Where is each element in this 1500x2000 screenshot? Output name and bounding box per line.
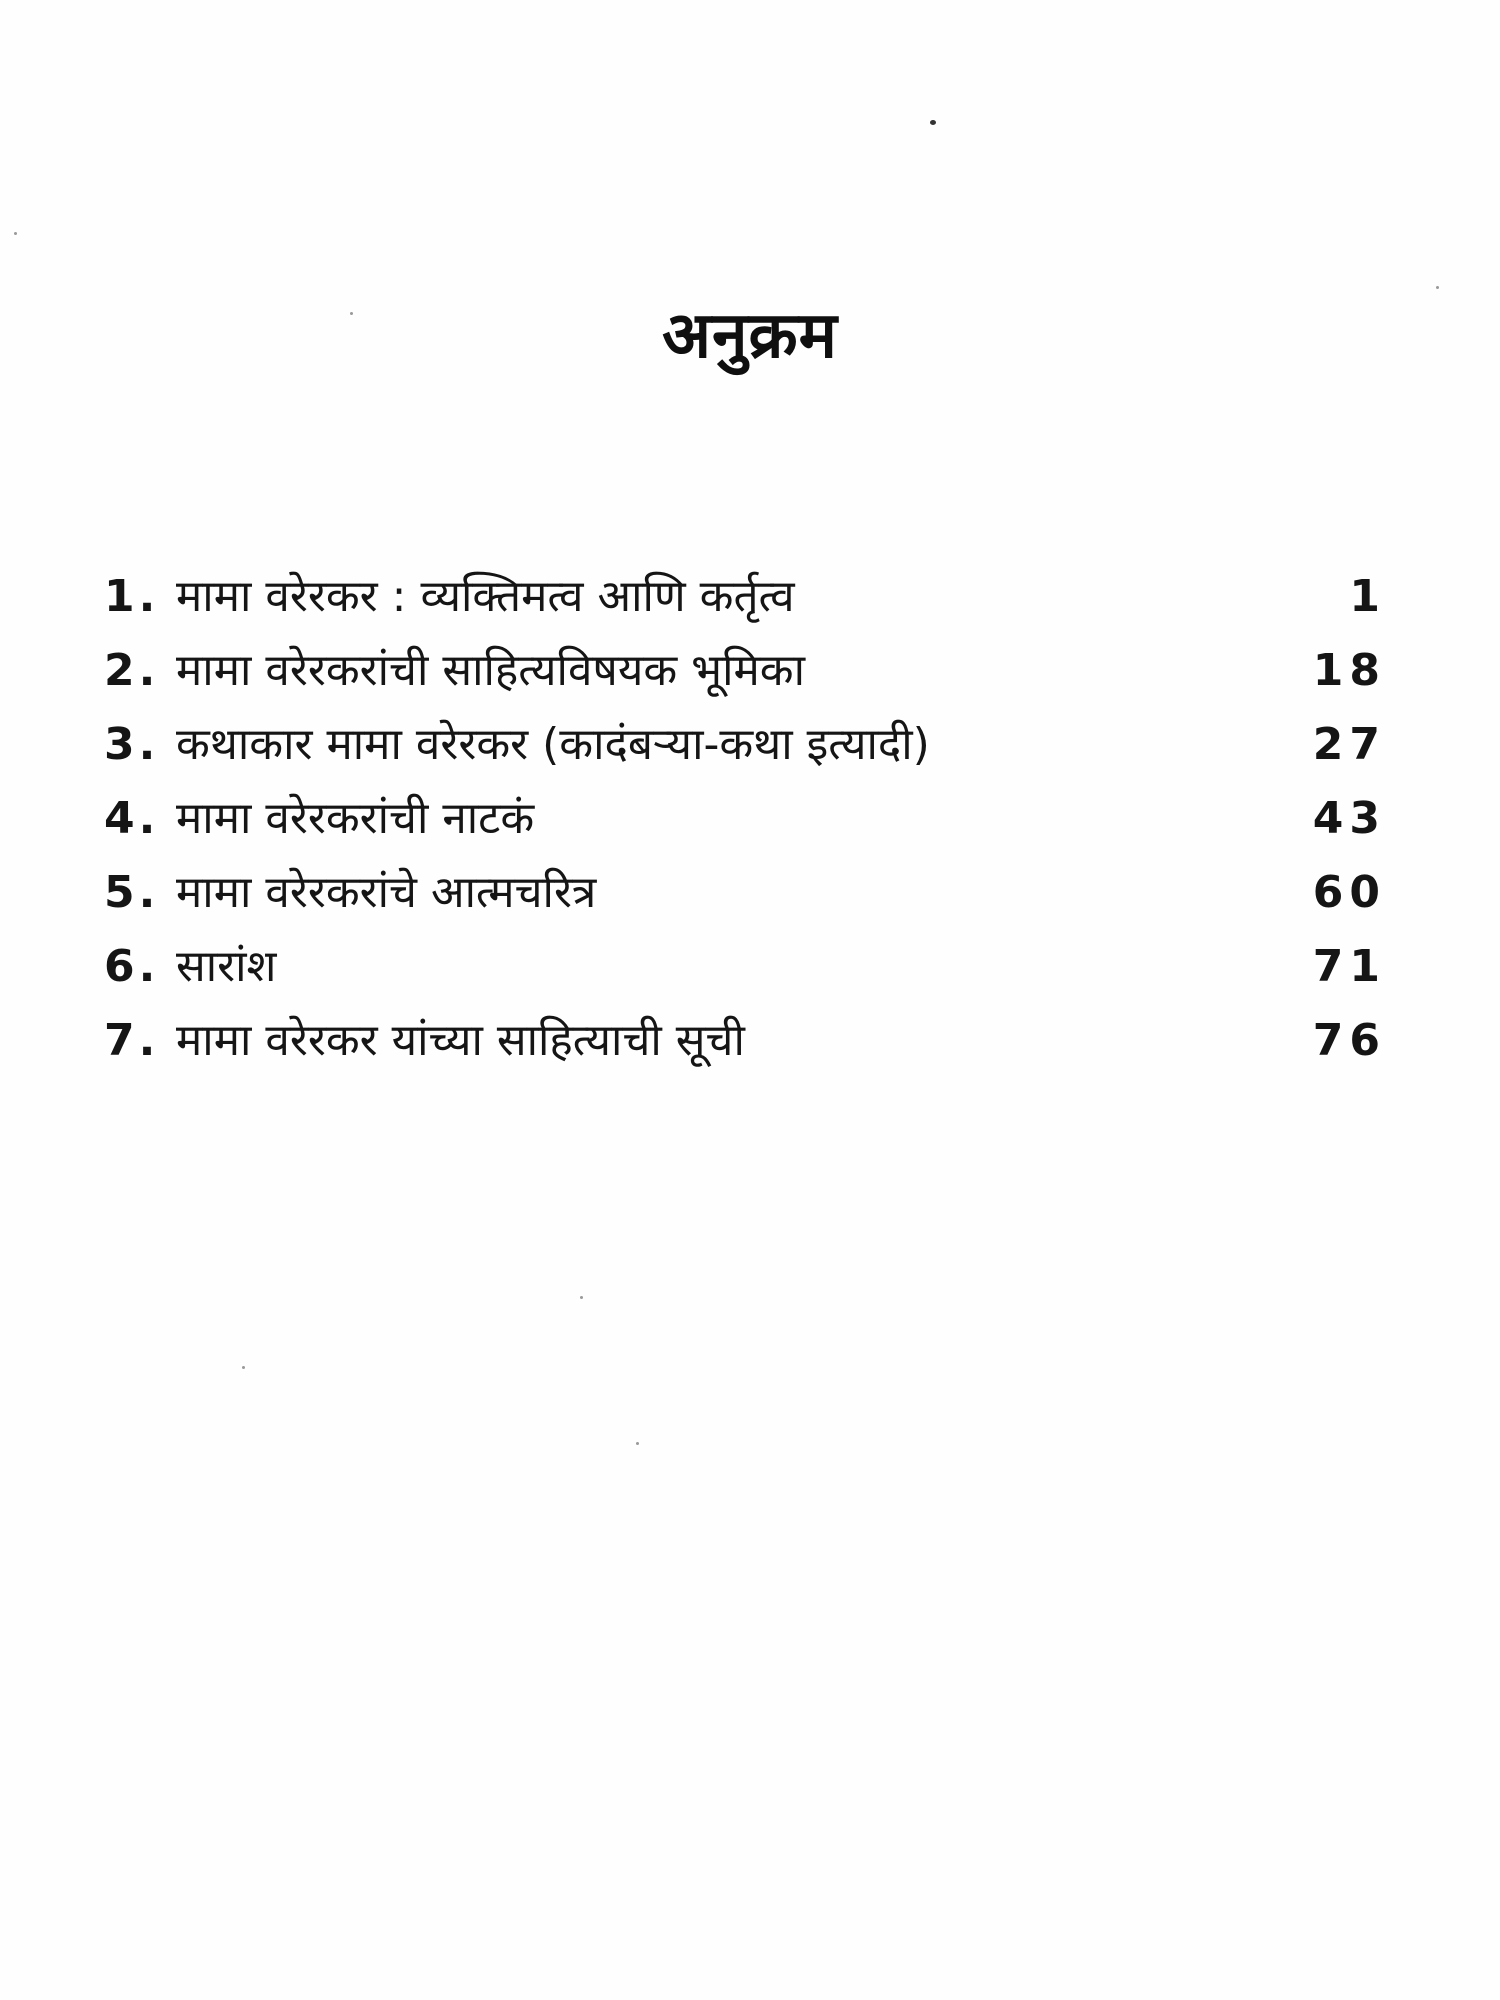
toc-entry [104,930,1386,1004]
toc-entry [104,1004,1386,1078]
chapter-number: 7. [104,1015,160,1066]
page-number: 27 [1312,719,1386,770]
print-speck [636,1442,639,1445]
toc-entry [104,634,1386,708]
chapter-title: कथाकार मामा वरेरकर (कादंबऱ्या-कथा इत्यादी) [176,719,930,770]
page-number: 60 [1312,867,1386,918]
table-of-contents [104,560,1386,1078]
chapter-title: मामा वरेरकरांची साहित्यविषयक भूमिका [176,645,805,696]
chapter-title: मामा वरेरकर यांच्या साहित्याची सूची [176,1015,745,1066]
print-speck [1436,286,1439,289]
chapter-title: मामा वरेरकरांची नाटकं [176,793,535,844]
chapter-title: मामा वरेरकरांचे आत्मचरित्र [176,867,597,918]
toc-entry [104,856,1386,930]
toc-entry [104,782,1386,856]
chapter-title: मामा वरेरकर : व्यक्तिमत्व आणि कर्तृत्व [176,571,795,622]
chapter-number: 1. [104,571,160,622]
chapter-number: 5. [104,867,160,918]
chapter-number: 2. [104,645,160,696]
chapter-number: 3. [104,719,160,770]
print-speck [580,1296,583,1299]
page-number: 71 [1312,941,1386,992]
page-number: 18 [1312,645,1386,696]
page-title: अनुक्रम [662,299,838,373]
print-speck [930,120,936,125]
print-speck [14,232,17,235]
chapter-number: 6. [104,941,160,992]
page-number: 1 [1349,571,1386,622]
chapter-number: 4. [104,793,160,844]
print-speck [242,1366,245,1369]
page-number: 43 [1312,793,1386,844]
chapter-title: सारांश [176,941,277,992]
page-number: 76 [1312,1015,1386,1066]
toc-entry [104,708,1386,782]
toc-entry [104,560,1386,634]
